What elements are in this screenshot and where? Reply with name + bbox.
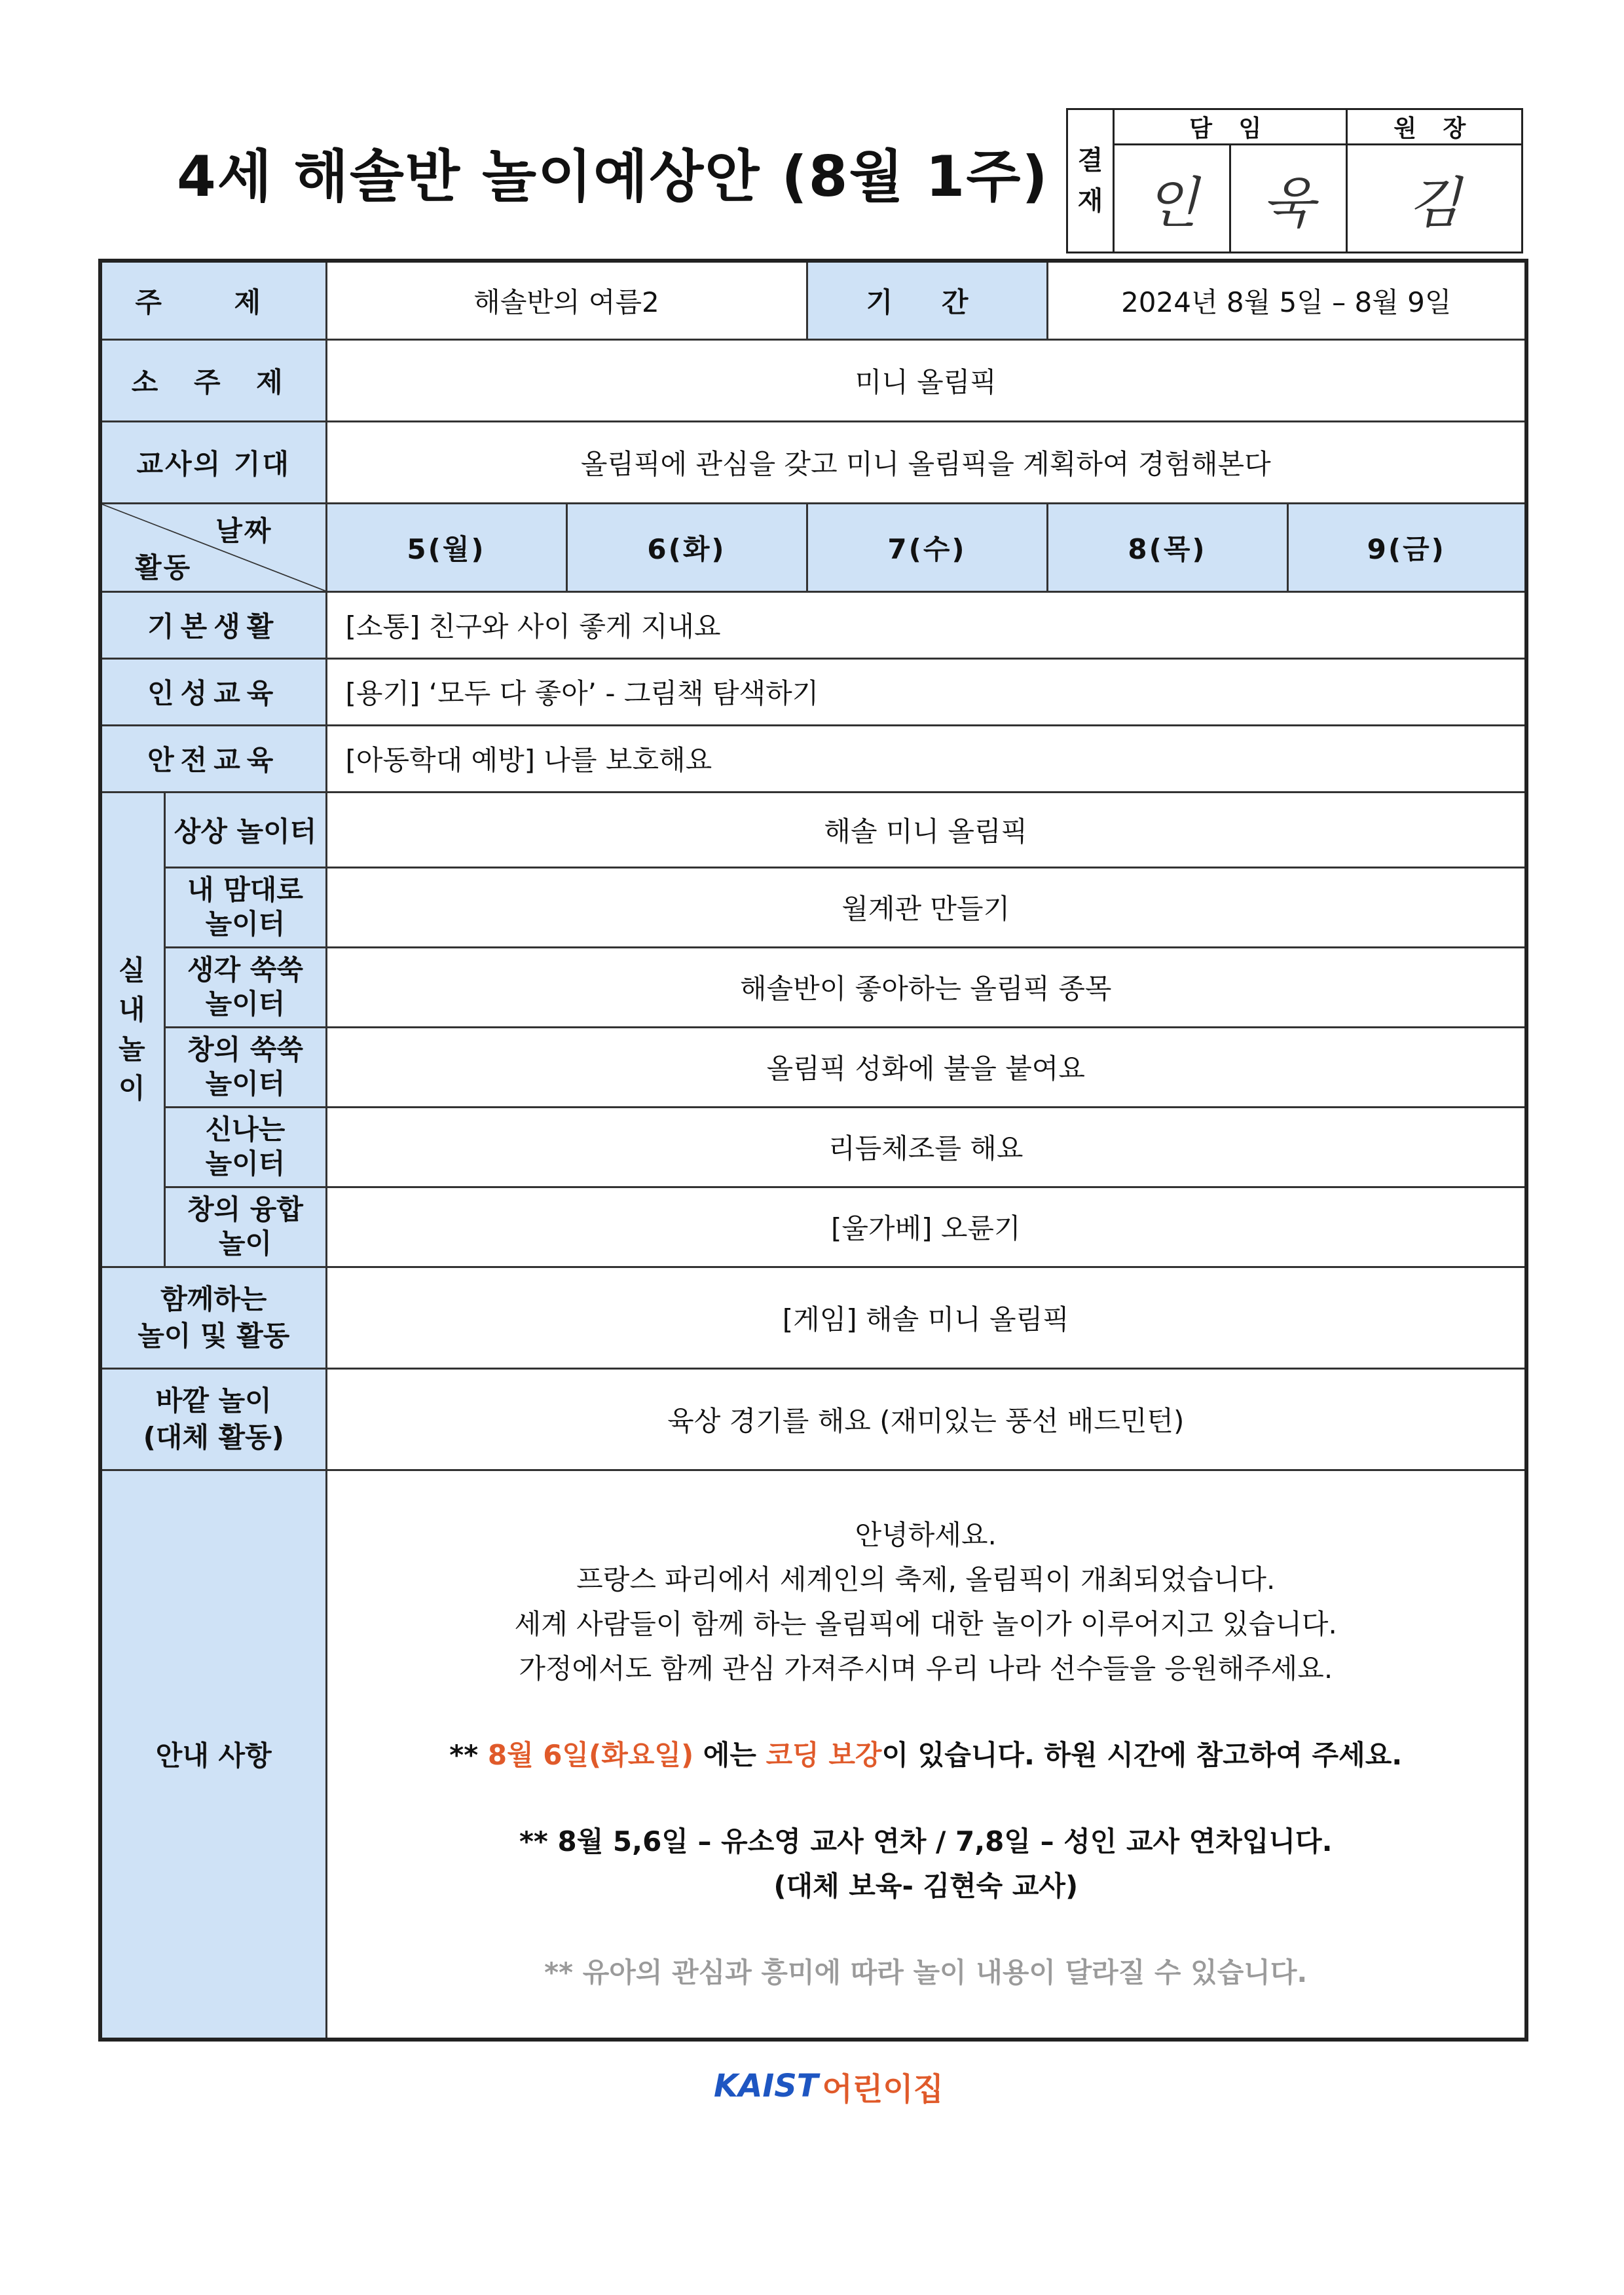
- director-header: 원 장: [1346, 109, 1522, 145]
- notice-content: [326, 1470, 1526, 2040]
- notice-line: 세계 사람들이 함께 하는 올림픽에 대한 놀이가 이루어지고 있습니다.: [514, 1608, 1337, 1641]
- coding-suffix: 이 있습니다. 하원 시간에 참고하여 주세요.: [881, 1739, 1403, 1772]
- date-header: 날짜: [215, 514, 273, 547]
- notice-label: 안내 사항: [100, 1470, 326, 2040]
- safety-edu-label: 안전교육: [100, 725, 326, 792]
- period-label: 기 간: [807, 261, 1047, 339]
- indoor-label-3: 창의 쑥쑥 놀이터: [164, 1027, 326, 1107]
- signature-2: 욱: [1261, 170, 1315, 235]
- character-edu-label: 인성교육: [100, 658, 326, 725]
- outdoor-value: 육상 경기를 해요 (재미있는 풍선 배드민턴): [326, 1368, 1526, 1470]
- safety-edu-value: [아동학대 예방] 나를 보호해요: [326, 725, 1526, 792]
- indoor-value-2: 해솔반이 좋아하는 올림픽 종목: [326, 947, 1526, 1027]
- expectation-value: 올림픽에 관심을 갖고 미니 올림픽을 계획하여 경험해본다: [326, 421, 1526, 503]
- indoor-label-5: 창의 융합 놀이: [164, 1187, 326, 1267]
- disclaimer: ** 유아의 관심과 흥미에 따라 놀이 내용이 달라질 수 있습니다.: [544, 1956, 1308, 1989]
- indoor-label-2: 생각 쑥쑥 놀이터: [164, 947, 326, 1027]
- day-thu: 8(목): [1047, 503, 1287, 591]
- period-value: 2024년 8월 5일 – 8월 9일: [1047, 261, 1526, 339]
- expectation-label: 교사의 기대: [100, 421, 326, 503]
- day-tue: 6(화): [566, 503, 807, 591]
- indoor-play-label: 실 내 놀 이: [100, 792, 164, 1267]
- homeroom-signature-1: [1114, 145, 1230, 253]
- indoor-value-1: 월계관 만들기: [326, 867, 1526, 947]
- notice-line: 프랑스 파리에서 세계인의 축제, 올림픽이 개최되었습니다.: [576, 1563, 1276, 1596]
- basic-life-label: 기본생활: [100, 591, 326, 658]
- activity-header: 활동: [135, 551, 193, 584]
- signature-3: 김: [1407, 170, 1461, 235]
- character-edu-value: [용기] ‘모두 다 좋아’ - 그림책 탐색하기: [326, 658, 1526, 725]
- subtopic-label: 소 주 제: [100, 339, 326, 421]
- logo-brand: KAIST: [714, 2068, 819, 2104]
- director-signature: [1346, 145, 1522, 253]
- substitute-notice: (대체 보육- 김현숙 교사): [773, 1870, 1079, 1903]
- indoor-value-3: 올림픽 성화에 불을 붙여요: [326, 1027, 1526, 1107]
- logo-name: 어린이집: [822, 2070, 944, 2108]
- notice-line: 가정에서도 함께 관심 가져주시며 우리 나라 선수들을 응원해주세요.: [519, 1652, 1333, 1685]
- indoor-label-1: 내 맘대로 놀이터: [164, 867, 326, 947]
- signature-1: 인: [1145, 170, 1198, 235]
- approval-box: [1066, 108, 1523, 253]
- plan-table: [98, 259, 1528, 2042]
- subtopic-value: 미니 올림픽: [326, 339, 1526, 421]
- indoor-value-4: 리듬체조를 해요: [326, 1107, 1526, 1187]
- homeroom-signature-2: [1230, 145, 1346, 253]
- notice-greeting: 안녕하세요.: [855, 1519, 997, 1552]
- together-label: 함께하는 놀이 및 활동: [100, 1267, 326, 1368]
- topic-value: 해솔반의 여름2: [326, 261, 807, 339]
- outdoor-label: 바깥 놀이 (대체 활동): [100, 1368, 326, 1470]
- homeroom-header: 담 임: [1114, 109, 1347, 145]
- coding-word: 코딩 보강: [766, 1739, 882, 1772]
- together-value: [게임] 해솔 미니 올림픽: [326, 1267, 1526, 1368]
- date-activity-header: [100, 503, 326, 591]
- page-title: 4세 해솔반 놀이예상안 (8월 1주): [177, 144, 1049, 210]
- coding-mid: 에는: [693, 1739, 766, 1772]
- coding-prefix: **: [449, 1739, 488, 1772]
- indoor-value-5: [울가베] 오륜기: [326, 1187, 1526, 1267]
- indoor-label-0: 상상 놀이터: [164, 792, 326, 867]
- topic-label: 주 제: [100, 261, 326, 339]
- coding-date: 8월 6일(화요일): [487, 1739, 694, 1772]
- indoor-value-0: 해솔 미니 올림픽: [326, 792, 1526, 867]
- indoor-label-4: 신나는 놀이터: [164, 1107, 326, 1187]
- leave-notice: ** 8월 5,6일 – 유소영 교사 연차 / 7,8일 – 성인 교사 연차입니다.: [519, 1825, 1333, 1858]
- day-fri: 9(금): [1287, 503, 1526, 591]
- basic-life-value: [소통] 친구와 사이 좋게 지내요: [326, 591, 1526, 658]
- coding-notice: [327, 1733, 1525, 1778]
- kaist-logo: [714, 2063, 944, 2109]
- day-wed: 7(수): [807, 503, 1047, 591]
- approval-label: 결 재: [1067, 109, 1114, 253]
- day-mon: 5(월): [326, 503, 566, 591]
